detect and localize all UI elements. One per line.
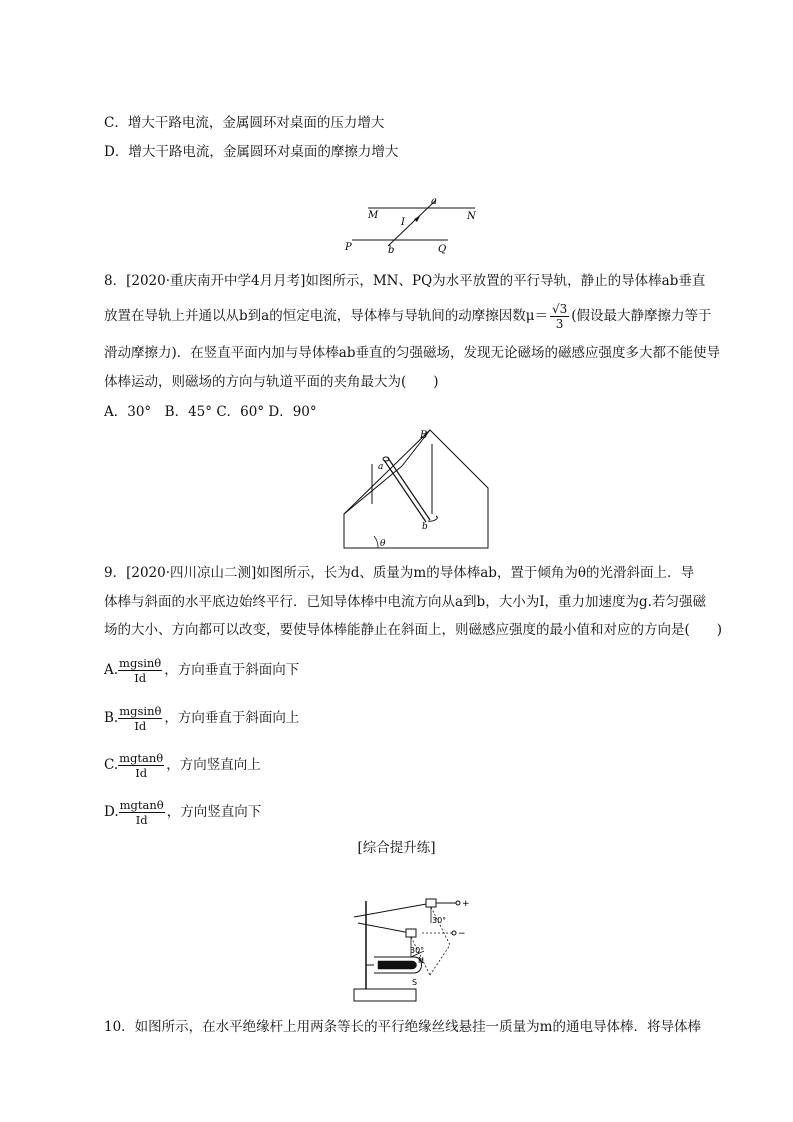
label-i: I <box>401 217 405 228</box>
plus-terminal: + <box>462 899 470 909</box>
magnet-pole-n: N <box>418 956 424 965</box>
fraction-numerator: mgtanθ <box>119 798 164 812</box>
option-letter: D. <box>104 804 119 820</box>
q8-line-2-b: (假设最大静摩擦力等于 <box>571 308 712 324</box>
q9-incline-figure <box>328 426 494 552</box>
fraction-denominator: Id <box>135 766 148 780</box>
angle-label-upper: 30° <box>432 916 447 925</box>
option-letter: B. <box>104 710 119 726</box>
fraction-numerator: mgsinθ <box>119 704 162 718</box>
theta-arc <box>374 536 378 548</box>
q8-line-1: 8．[2020·重庆南开中学4月月考]如图所示，MN、PQ为水平放置的平行导轨，静止的导体棒ab垂直 <box>104 273 706 289</box>
label-p: P <box>345 242 352 253</box>
label-a: a <box>431 196 437 207</box>
fraction-denominator: Id <box>135 813 148 827</box>
angle-label-lower: 30° <box>410 946 425 955</box>
q7-option-d: D．增大干路电流，金属圆环对桌面的摩擦力增大 <box>104 144 399 160</box>
q10-line-1: 10．如图所示，在水平绝缘杆上用两条等长的平行绝缘丝线悬挂一质量为m的通电导体棒．将导体棒 <box>104 1019 701 1035</box>
q8-line-2 <box>104 302 712 331</box>
magnet-pole-s: S <box>412 978 418 987</box>
current-arrow-icon <box>414 216 420 222</box>
q8-line-4: 体棒运动，则磁场的方向与轨道平面的夹角最大为( ) <box>104 374 439 390</box>
mu-denominator: 3 <box>555 317 564 331</box>
q9-option-d <box>104 798 261 827</box>
fraction-denominator: Id <box>134 671 147 685</box>
option-fraction <box>119 798 165 827</box>
option-fraction <box>118 704 162 733</box>
label-b-field: B <box>420 430 428 441</box>
q10-apparatus-figure <box>344 893 470 1005</box>
label-theta: θ <box>380 539 386 549</box>
q8-line-2-a: 放置在导轨上并通以从b到a的恒定电流，导体棒与导轨间的动摩擦因数μ＝ <box>104 308 548 324</box>
q8-line-3: 滑动摩擦力)．在竖直平面内加与导体棒ab垂直的匀强磁场，发现无论磁场的磁感应强度多大都不能使导 <box>104 345 720 361</box>
label-b: b <box>388 245 395 256</box>
q8-options: A．30° B．45° C．60° D．90° <box>104 404 317 420</box>
label-q: Q <box>438 244 447 255</box>
label-a-end: a <box>378 462 384 472</box>
q9-line-2: 体棒与斜面的水平底边始终平行．已知导体棒中电流方向从a到b，大小为I，重力加速度为g.若匀强磁 <box>104 594 706 610</box>
option-letter: A. <box>104 662 119 678</box>
conductor-rod-ab <box>388 200 436 246</box>
fraction-denominator: Id <box>134 719 147 733</box>
q9-option-c <box>104 751 261 780</box>
stand-base <box>354 989 416 1001</box>
option-fraction <box>118 656 162 685</box>
q9-line-3: 场的大小、方向都可以改变，要使导体棒能静止在斜面上，则磁感应强度的最小值和对应的方向是( ) <box>104 622 723 638</box>
fraction-numerator: mgtanθ <box>119 751 164 765</box>
fraction-numerator: mgsinθ <box>119 656 162 670</box>
q9-line-1: 9．[2020·四川凉山二测]如图所示，长为d、质量为m的导体棒ab，置于倾角为θ的光滑斜面上．导 <box>104 565 695 581</box>
option-fraction <box>118 751 164 780</box>
option-text: ，方向竖直向上 <box>166 757 261 773</box>
option-text: ，方向垂直于斜面向上 <box>164 710 300 726</box>
option-letter: C. <box>104 757 119 773</box>
label-m: M <box>368 210 379 221</box>
mu-fraction <box>550 302 569 331</box>
section-title: [综合提升练] <box>357 840 436 856</box>
option-text: ，方向竖直向下 <box>166 804 262 820</box>
option-text: ，方向垂直于斜面向下 <box>164 662 300 678</box>
q9-option-a <box>104 656 299 685</box>
q7-option-c: C．增大干路电流，金属圆环对桌面的压力增大 <box>104 115 385 131</box>
minus-terminal: − <box>458 929 466 939</box>
q8-rails-figure <box>330 192 480 260</box>
q9-option-b <box>104 704 299 733</box>
mu-numerator: √3 <box>551 302 568 316</box>
label-b-end: b <box>422 522 428 532</box>
label-n: N <box>467 211 476 222</box>
